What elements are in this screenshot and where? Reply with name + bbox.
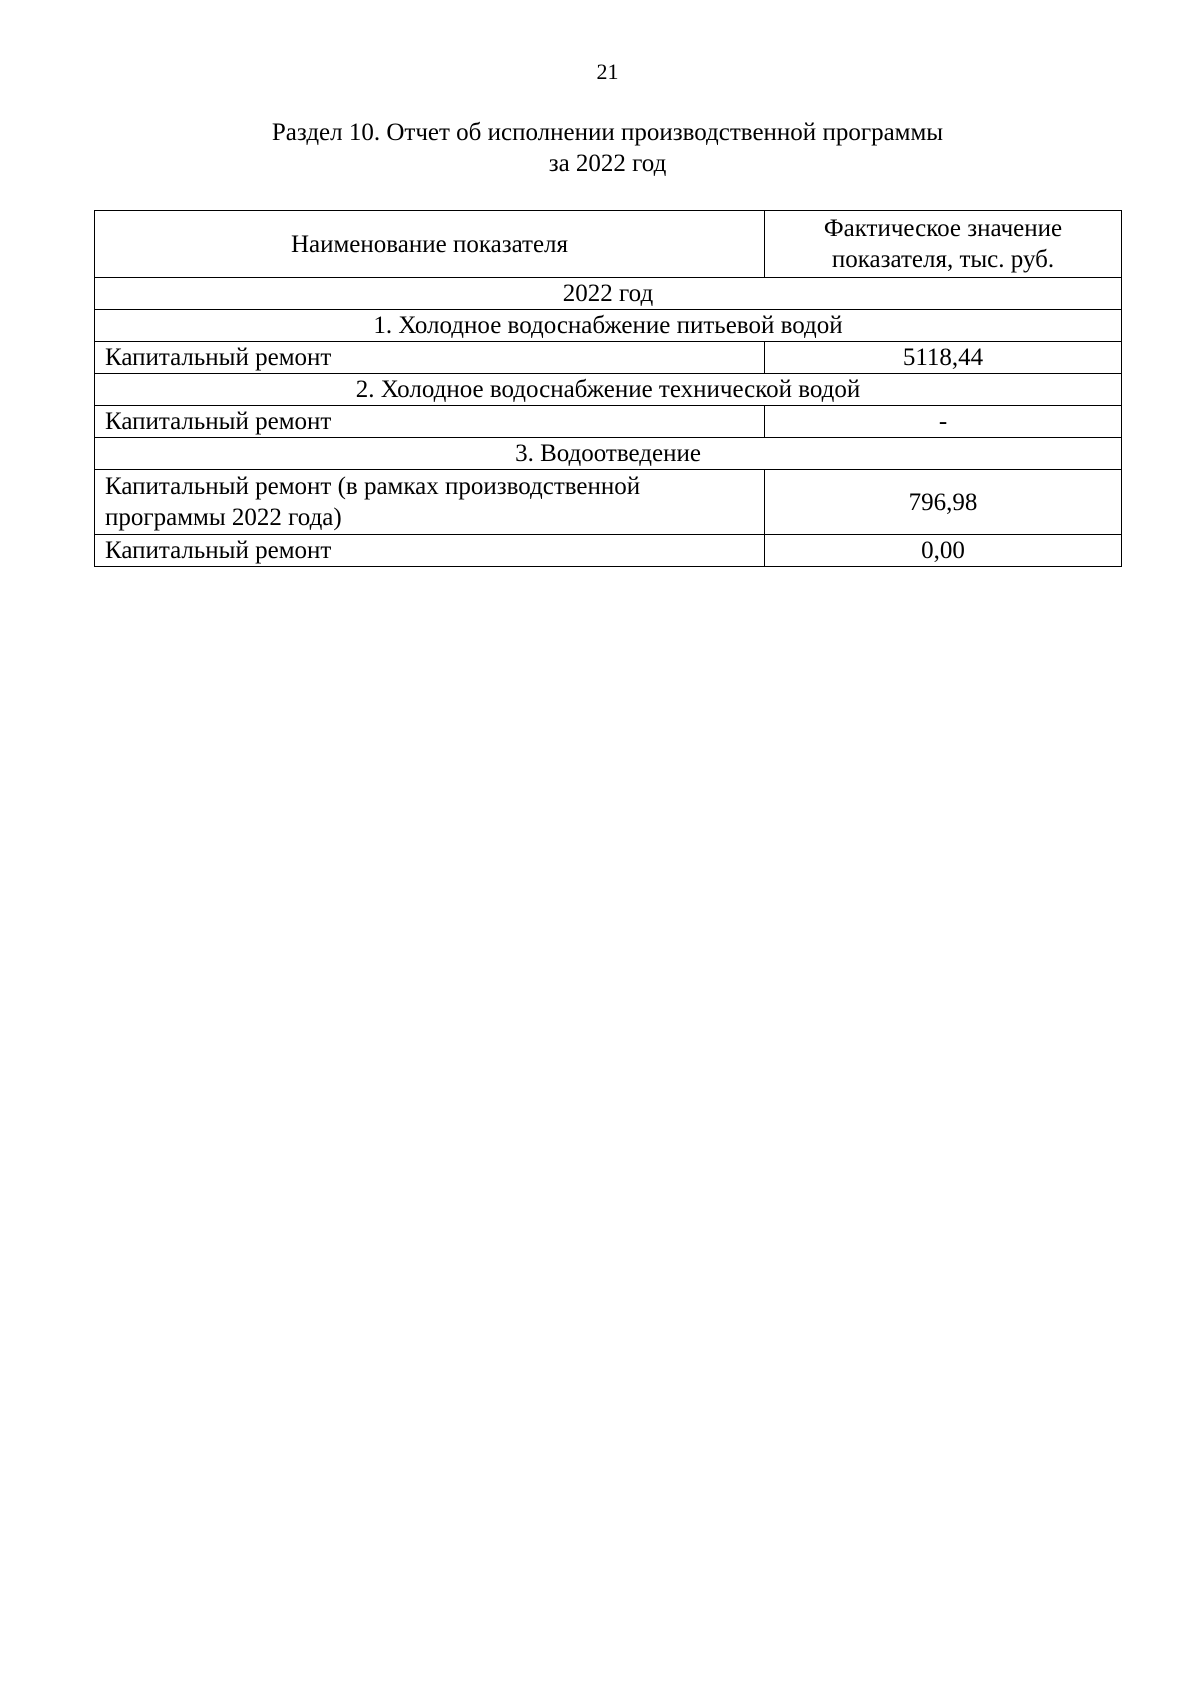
table-row [95,535,1122,567]
row-value: 796,98 [765,470,1122,535]
year-label: 2022 год [95,278,1122,310]
section-title-3: 3. Водоотведение [95,438,1122,470]
header-actual-value: Фактическое значение показателя, тыс. руб. [765,211,1122,278]
row-name: Капитальный ремонт [95,535,765,567]
section-row [95,438,1122,470]
table-row [95,470,1122,535]
row-name: Капитальный ремонт [95,342,765,374]
row-value: - [765,406,1122,438]
table-header-row [95,211,1122,278]
page-number: 21 [596,59,619,84]
section-title-1: 1. Холодное водоснабжение питьевой водой [95,310,1122,342]
row-value: 5118,44 [765,342,1122,374]
row-name: Капитальный ремонт (в рамках производственной программы 2022 года) [95,470,765,535]
page-title [0,117,1200,179]
row-value: 0,00 [765,535,1122,567]
section-row [95,374,1122,406]
header-indicator-name: Наименование показателя [95,211,765,278]
section-title-2: 2. Холодное водоснабжение технической водой [95,374,1122,406]
table-row [95,342,1122,374]
title-line-1: Раздел 10. Отчет об исполнении производственной программы [271,119,944,146]
year-row [95,278,1122,310]
table-row [95,406,1122,438]
section-row [95,310,1122,342]
row-name: Капитальный ремонт [95,406,765,438]
report-table [94,210,1122,567]
title-line-2: за 2022 год [548,150,667,177]
